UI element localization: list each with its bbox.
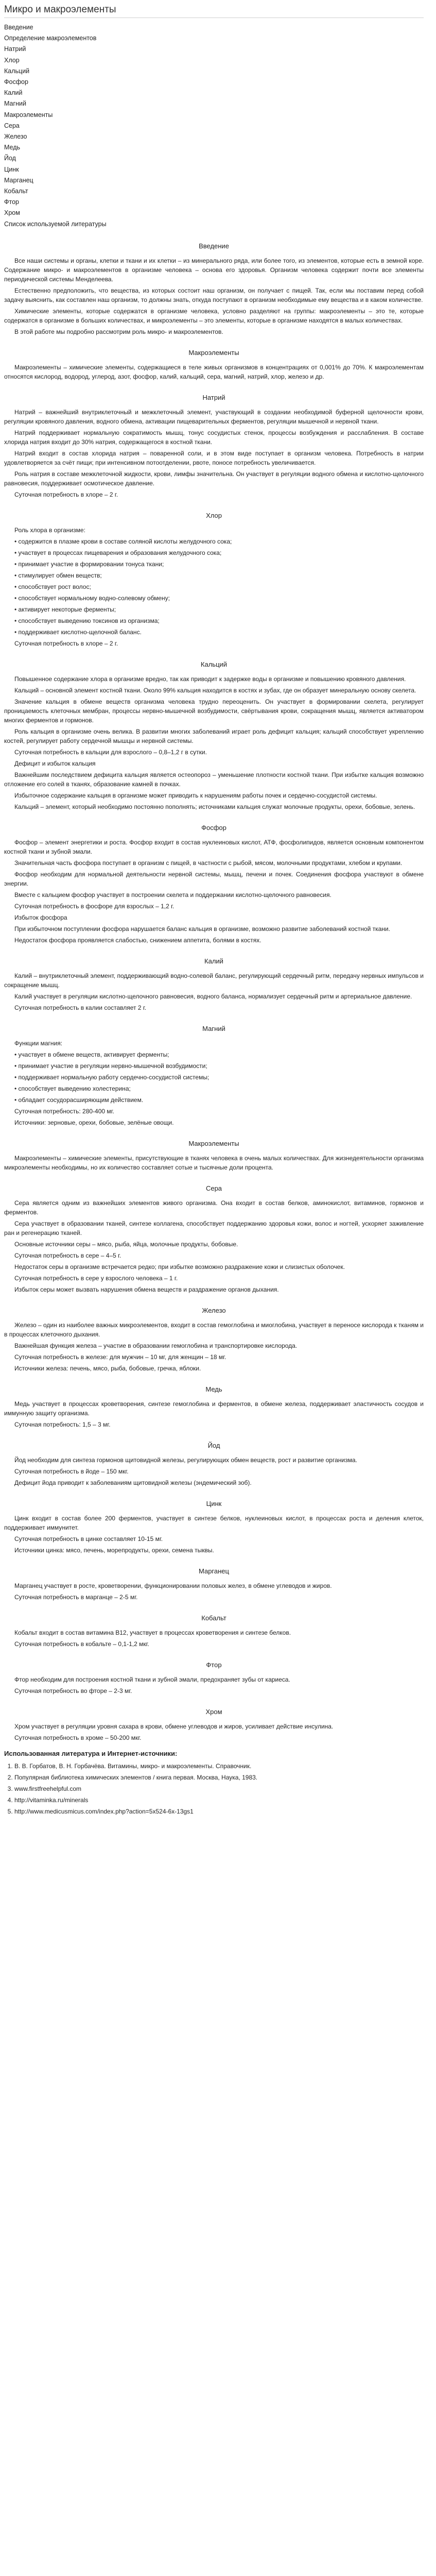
paragraph: Цинк входит в состав более 200 ферментов, участвует в синтезе белков, нуклеиновых кислот, в процессах роста и деления клеток, поддерживает иммунитет. xyxy=(4,1514,424,1531)
section-fluorine xyxy=(4,1661,424,1696)
toc-item[interactable] xyxy=(4,131,424,142)
paragraph: • активирует некоторые ферменты; xyxy=(14,605,116,613)
references-heading: Использованная литература и Интернет-источники: xyxy=(4,1749,178,1757)
toc-link[interactable]: Цинк xyxy=(4,165,19,173)
paragraph: • стимулирует обмен веществ; xyxy=(14,571,102,579)
toc-link[interactable]: Кобальт xyxy=(4,188,28,195)
section-heading: Железо xyxy=(202,1306,226,1314)
references-block xyxy=(4,1750,424,1816)
toc-link[interactable]: Кальций xyxy=(4,67,30,75)
paragraph: Химические элементы, которые содержатся в организме человека, условно разделяют на группы: макроэлементы – это те, которые содержатся в организме в больших количествах, и микроэлементы – это элементы, которые в организме находятся в малых количествах. xyxy=(4,307,424,324)
toc-link[interactable]: Медь xyxy=(4,144,21,151)
page-title: Микро и макроэлементы xyxy=(4,4,424,18)
section-heading: Калий xyxy=(204,957,223,965)
section-phosphorus xyxy=(4,824,424,945)
toc-item[interactable] xyxy=(4,22,424,33)
paragraph: Дефицит и избыток кальция xyxy=(14,759,96,767)
toc-item[interactable] xyxy=(4,55,424,66)
paragraph: Натрий входит в состав хлорида натрия – поваренной соли, и в этом виде поступает в организм человека. Потребность в натрии удовлетворяется за счёт пищи; при интенсивном потоотделении, рвоте, поносе потребность увеличивается. xyxy=(4,449,424,466)
paragraph: Марганец участвует в росте, кроветворении, функционировании половых желез, в обмене углеводов и жиров. xyxy=(14,1582,332,1589)
toc-item[interactable] xyxy=(4,142,424,153)
table-of-contents xyxy=(4,22,424,230)
paragraph: Суточная потребность в сере – 4–5 г. xyxy=(14,1251,121,1259)
toc-item[interactable] xyxy=(4,164,424,175)
toc-item[interactable] xyxy=(4,208,424,218)
paragraph: Кальций – основной элемент костной ткани. Около 99% кальция находится в костях и зубах, где он образует минеральную основу скелета. xyxy=(14,686,416,694)
paragraph: • поддерживает кислотно-щелочной баланс. xyxy=(14,628,142,636)
paragraph: Медь участвует в процессах кроветворения, синтезе гемоглобина и ферментов, в обмене железа, поддерживает эластичность сосудов и иммунную защиту организма. xyxy=(4,1400,424,1417)
paragraph: Калий – внутриклеточный элемент, поддерживающий водно-солевой баланс, регулирующий сердечный ритм, передачу нервных импульсов и сокращение мышц. xyxy=(4,972,424,989)
paragraph: • способствует нормальному водно-солевому обмену; xyxy=(14,594,170,602)
paragraph: • принимает участие в формировании тонуса ткани; xyxy=(14,560,164,568)
toc-item[interactable] xyxy=(4,121,424,131)
reference-item: 1. В. В. Горбатов, В. Н. Горбачёва. Витамины, микро- и макроэлементы. Справочник. xyxy=(14,1761,424,1771)
paragraph: Суточная потребность в йоде – 150 мкг. xyxy=(14,1467,129,1475)
paragraph: Суточная потребность в хроме – 50-200 мкг. xyxy=(14,1734,142,1741)
paragraph: Дефицит йода приводит к заболеваниям щитовидной железы (эндемический зоб). xyxy=(14,1479,252,1486)
section-heading: Макроэлементы xyxy=(188,1139,239,1147)
paragraph: Избыток серы может вызвать нарушения обмена веществ и раздражение органов дыхания. xyxy=(14,1285,279,1293)
toc-link[interactable]: Йод xyxy=(4,155,16,162)
section-heading: Хром xyxy=(205,1707,222,1716)
paragraph: • участвует в процессах пищеварения и образования желудочного сока; xyxy=(14,549,222,556)
reference-item[interactable]: 3. www.firstfreehelpful.com xyxy=(14,1784,424,1793)
paragraph: Железо – один из наиболее важных микроэлементов, входит в состав гемоглобина и миоглобина, участвует в переносе кислорода к тканям и в процессах клеточного дыхания. xyxy=(4,1321,424,1338)
paragraph: Избыток фосфора xyxy=(14,913,67,921)
paragraph: Суточная потребность в кальции для взрослого – 0,8–1,2 г в сутки. xyxy=(14,748,207,756)
references-list xyxy=(14,1761,424,1816)
paragraph: В этой работе мы подробно рассмотрим роль микро- и макроэлементов. xyxy=(14,328,223,335)
section-heading: Макроэлементы xyxy=(188,348,239,357)
section-heading: Сера xyxy=(205,1184,222,1192)
paragraph: Фосфор – элемент энергетики и роста. Фосфор входит в состав нуклеиновых кислот, АТФ, фосфолипидов, является основным компонентом костной ткани и зубной эмали. xyxy=(4,838,424,855)
paragraph: Суточная потребность в фосфоре для взрослых – 1,2 г. xyxy=(14,902,175,910)
section-copper xyxy=(4,1385,424,1429)
section-heading: Марганец xyxy=(199,1567,229,1575)
paragraph: • способствует рост волос; xyxy=(14,583,91,590)
paragraph: Суточная потребность в сере у взрослого человека – 1 г. xyxy=(14,1274,178,1282)
toc-link[interactable]: Хлор xyxy=(4,56,20,64)
section-macro2 xyxy=(4,1140,424,1172)
paragraph: Суточная потребность в железе: для мужчин – 10 мг, для женщин – 18 мг. xyxy=(14,1353,226,1361)
toc-item[interactable] xyxy=(4,44,424,55)
section-chlorine xyxy=(4,512,424,648)
paragraph: Значение кальция в обмене веществ организма человека трудно переоценить. Он участвует в формировании скелета, регулирует проницаемость клеточных мембран, процессы нервно-мышечной возбудимости, свёртывания крови, сокращения мышц, является активатором многих ферментов и гормонов. xyxy=(4,698,424,724)
paragraph: • содержится в плазме крови в составе соляной кислоты желудочного сока; xyxy=(14,537,232,545)
paragraph: • обладает сосудорасширяющим действием. xyxy=(14,1096,144,1104)
paragraph: Суточная потребность в хлоре – 2 г. xyxy=(14,490,118,498)
paragraph: • поддерживает нормальную работу сердечно-сосудистой системы; xyxy=(14,1073,210,1081)
paragraph: Недостаток фосфора проявляется слабостью, снижением аппетита, болями в костях. xyxy=(14,936,261,944)
section-cobalt xyxy=(4,1614,424,1649)
paragraph: Суточная потребность в цинке составляет 10-15 мг. xyxy=(14,1535,163,1543)
toc-item[interactable] xyxy=(4,98,424,109)
paragraph: Натрий – важнейший внутриклеточный и межклеточный элемент, участвующий в создании необходимой буферной щелочности крови, регуляции кровяного давления, водного обмена, активации пищеварительных ферментов, регуляции мышечной и нервной ткани. xyxy=(4,408,424,425)
toc-link[interactable]: Марганец xyxy=(4,176,33,184)
toc-link[interactable]: Хром xyxy=(4,209,20,217)
section-heading: Кобальт xyxy=(201,1614,226,1622)
paragraph: • участвует в обмене веществ, активирует ферменты; xyxy=(14,1050,169,1058)
toc-item[interactable] xyxy=(4,66,424,77)
toc-link[interactable]: Магний xyxy=(4,100,26,108)
paragraph: Кальций – элемент, который необходимо постоянно пополнять; источниками кальция служат молочные продукты, орехи, бобовые, зелень. xyxy=(14,803,415,810)
paragraph: Суточная потребность в марганце – 2-5 мг. xyxy=(14,1593,138,1601)
paragraph: Все наши системы и органы, клетки и ткани и их клетки – из минерального ряда, или более того, из элементов, которые есть в земной коре. Содержание микро- и макроэлементов в организме человека – основа его здоровья. Организм человека содержит почти все элементы периодической системы Менделеева. xyxy=(4,257,424,283)
toc-item[interactable] xyxy=(4,110,424,121)
toc-link[interactable]: Сера xyxy=(4,122,20,129)
section-magnesium xyxy=(4,1025,424,1127)
paragraph: Избыточное содержание кальция в организме может приводить к нарушениям работы почек и сердечно-сосудистой системы. xyxy=(14,791,377,799)
section-iodine xyxy=(4,1442,424,1487)
toc-item[interactable] xyxy=(4,88,424,98)
section-heading: Фтор xyxy=(206,1660,222,1669)
paragraph: Недостаток серы в организме встречается редко; при избытке возможно раздражение кожи и слизистых оболочек. xyxy=(14,1263,345,1270)
toc-item[interactable] xyxy=(4,175,424,186)
section-macro xyxy=(4,349,424,381)
paragraph: Макроэлементы – химические элементы, присутствующие в тканях человека в очень малых количествах. Для жизнедеятельности организма микроэлементы необходимы, но их количество составляет сотые и тысячные доли процента. xyxy=(4,1154,424,1171)
section-heading: Натрий xyxy=(202,393,225,401)
paragraph: Хром участвует в регуляции уровня сахара в крови, обмене углеводов и жиров, усиливает действие инсулина. xyxy=(14,1722,334,1730)
paragraph: Кобальт входит в состав витамина B12, участвует в процессах кроветворения и синтезе белков. xyxy=(14,1629,291,1636)
paragraph: При избыточном поступлении фосфора нарушается баланс кальция в организме, возможно развитие заболеваний костной ткани. xyxy=(14,925,390,933)
section-sulfur xyxy=(4,1184,424,1294)
toc-item[interactable] xyxy=(4,77,424,88)
toc-link[interactable]: Фосфор xyxy=(4,78,28,86)
paragraph: • способствует выведению токсинов из организма; xyxy=(14,617,160,624)
paragraph: Макроэлементы – химические элементы, содержащиеся в теле живых организмов в концентрациях от 0,001% до 70%. К макроэлементам относятся кислород, водород, углерод, азот, фосфор, калий, кальций, сера, магний, натрий, хлор, железо и др. xyxy=(4,363,424,380)
section-sodium xyxy=(4,394,424,499)
paragraph: Роль хлора в организме: xyxy=(14,526,85,534)
paragraph: Функции магния: xyxy=(14,1039,63,1047)
section-iron xyxy=(4,1307,424,1373)
toc-link[interactable]: Калий xyxy=(4,89,23,97)
paragraph: Суточная потребность: 1,5 – 3 мг. xyxy=(14,1420,111,1428)
paragraph: Фосфор необходим для нормальной деятельности нервной системы, мышц, печени и почек. Соединения фосфора участвуют в обмене энергии. xyxy=(4,870,424,887)
section-heading: Кальций xyxy=(200,660,228,668)
toc-link[interactable]: Натрий xyxy=(4,45,26,53)
paragraph: Калий участвует в регуляции кислотно-щелочного равновесия, водного баланса, нормализует сердечный ритм и артериальное давление. xyxy=(14,992,412,1000)
paragraph: Источники цинка: мясо, печень, морепродукты, орехи, семена тыквы. xyxy=(14,1546,214,1554)
paragraph: Важнейшая функция железа – участие в образовании гемоглобина и транспортировке кислорода. xyxy=(14,1342,298,1349)
paragraph: Суточная потребность в хлоре – 2 г. xyxy=(14,639,118,647)
section-heading: Цинк xyxy=(206,1499,222,1507)
toc-item[interactable] xyxy=(4,33,424,44)
paragraph: Роль кальция в организме очень велика. В развитии многих заболеваний играет роль дефицит кальция; кальций способствует укреплению костей, регулирует работу сердечной мышцы и нервной системы. xyxy=(4,727,424,744)
paragraph: Источники железа: печень, мясо, рыба, бобовые, гречка, яблоки. xyxy=(14,1364,201,1372)
toc-link[interactable]: Список используемой литературы xyxy=(4,220,107,228)
toc-link[interactable]: Макроэлементы xyxy=(4,111,53,118)
section-heading: Йод xyxy=(207,1441,220,1449)
toc-link[interactable]: Железо xyxy=(4,133,27,141)
paragraph: • способствует выведению холестерина; xyxy=(14,1084,131,1092)
paragraph: Значительная часть фосфора поступает в организм с пищей, в частности с рыбой, мясом, молочными продуктами, хлебом и крупами. xyxy=(14,859,403,867)
paragraph: Роль натрия в составе межклеточной жидкости, крови, лимфы значительна. Он участвует в регуляции водного обмена и кислотно-щелочного равновесия, поддерживает осмотическое давление. xyxy=(4,470,424,487)
reference-item[interactable]: 4. http://vitaminka.ru/minerals xyxy=(14,1795,424,1805)
paragraph: Основные источники серы – мясо, рыба, яйца, молочные продукты, бобовые. xyxy=(14,1240,238,1248)
paragraph: Вместе с кальцием фосфор участвует в построении скелета и поддержании кислотно-щелочного равновесия. xyxy=(14,891,332,899)
toc-link[interactable]: Фтор xyxy=(4,198,19,206)
paragraph: Суточная потребность в кобальте – 0,1-1,2 мкг. xyxy=(14,1640,149,1648)
paragraph: Сера участвует в образовании тканей, синтезе коллагена, способствует поддержанию здоровья кожи, волос и ногтей, ускоряет заживление ран и регенерацию тканей. xyxy=(4,1219,424,1236)
reference-item[interactable]: 5. http://www.medicusmicus.com/index.php?action=5x524-6x-13gs1 xyxy=(14,1807,424,1816)
paragraph: Повышенное содержание хлора в организме вредно, так как приводит к задержке воды в организме и повышению кровяного давления. xyxy=(14,675,406,683)
paragraph: Сера является одним из важнейших элементов живого организма. Она входит в состав белков, аминокислот, витаминов, гормонов и ферментов. xyxy=(4,1199,424,1216)
section-heading: Хлор xyxy=(206,511,222,519)
article-body xyxy=(4,242,424,1742)
toc-item[interactable] xyxy=(4,219,424,230)
paragraph: Суточная потребность: 280-400 мг. xyxy=(14,1107,114,1115)
section-heading: Фосфор xyxy=(201,823,226,832)
toc-item[interactable] xyxy=(4,197,424,208)
section-chromium xyxy=(4,1708,424,1742)
paragraph: Естественно предположить, что вещества, из которых состоит наш организм, он получает с пищей. Так, если мы поставим перед собой задачу выяснить, как составлен наш организм, то должны знать, откуда поступают в организм необходимые ему вещества и в каком количестве. xyxy=(4,286,424,303)
paragraph: • принимает участие в регуляции нервно-мышечной возбудимости; xyxy=(14,1062,207,1070)
section-manganese xyxy=(4,1567,424,1602)
paragraph: Источники: зерновые, орехи, бобовые, зелёные овощи. xyxy=(14,1118,174,1126)
paragraph: Фтор необходим для построения костной ткани и зубной эмали, предохраняет зубы от кариеса. xyxy=(14,1675,290,1683)
toc-link[interactable]: Определение макроэлементов xyxy=(4,35,97,42)
section-heading: Медь xyxy=(205,1385,222,1393)
section-heading: Магний xyxy=(202,1024,225,1032)
section-potassium xyxy=(4,957,424,1012)
section-zinc xyxy=(4,1500,424,1555)
toc-item[interactable] xyxy=(4,153,424,164)
reference-item: 2. Популярная библиотека химических элементов / книга первая. Москва, Наука, 1983. xyxy=(14,1773,424,1782)
section-calcium xyxy=(4,660,424,811)
section-intro xyxy=(4,242,424,336)
paragraph: Суточная потребность в калии составляет 2 г. xyxy=(14,1004,147,1011)
paragraph: Важнейшим последствием дефицита кальция является остеопороз – уменьшение плотности костной ткани. При избытке кальция возможно отложение его солей в тканях, образование камней в почках. xyxy=(4,771,424,788)
section-heading: Введение xyxy=(199,242,229,250)
paragraph: Суточная потребность во фторе – 2-3 мг. xyxy=(14,1687,132,1694)
toc-link[interactable]: Введение xyxy=(4,24,33,31)
paragraph: Натрий поддерживает нормальную сократимость мышц, тонус сосудистых стенок, процессы возбуждения и расслабления. В составе хлорида натрия входит до 30% натрия, содержащегося в костной ткани. xyxy=(4,429,424,446)
paragraph: Йод необходим для синтеза гормонов щитовидной железы, регулирующих обмен веществ, рост и развитие организма. xyxy=(14,1456,357,1464)
toc-item[interactable] xyxy=(4,186,424,197)
